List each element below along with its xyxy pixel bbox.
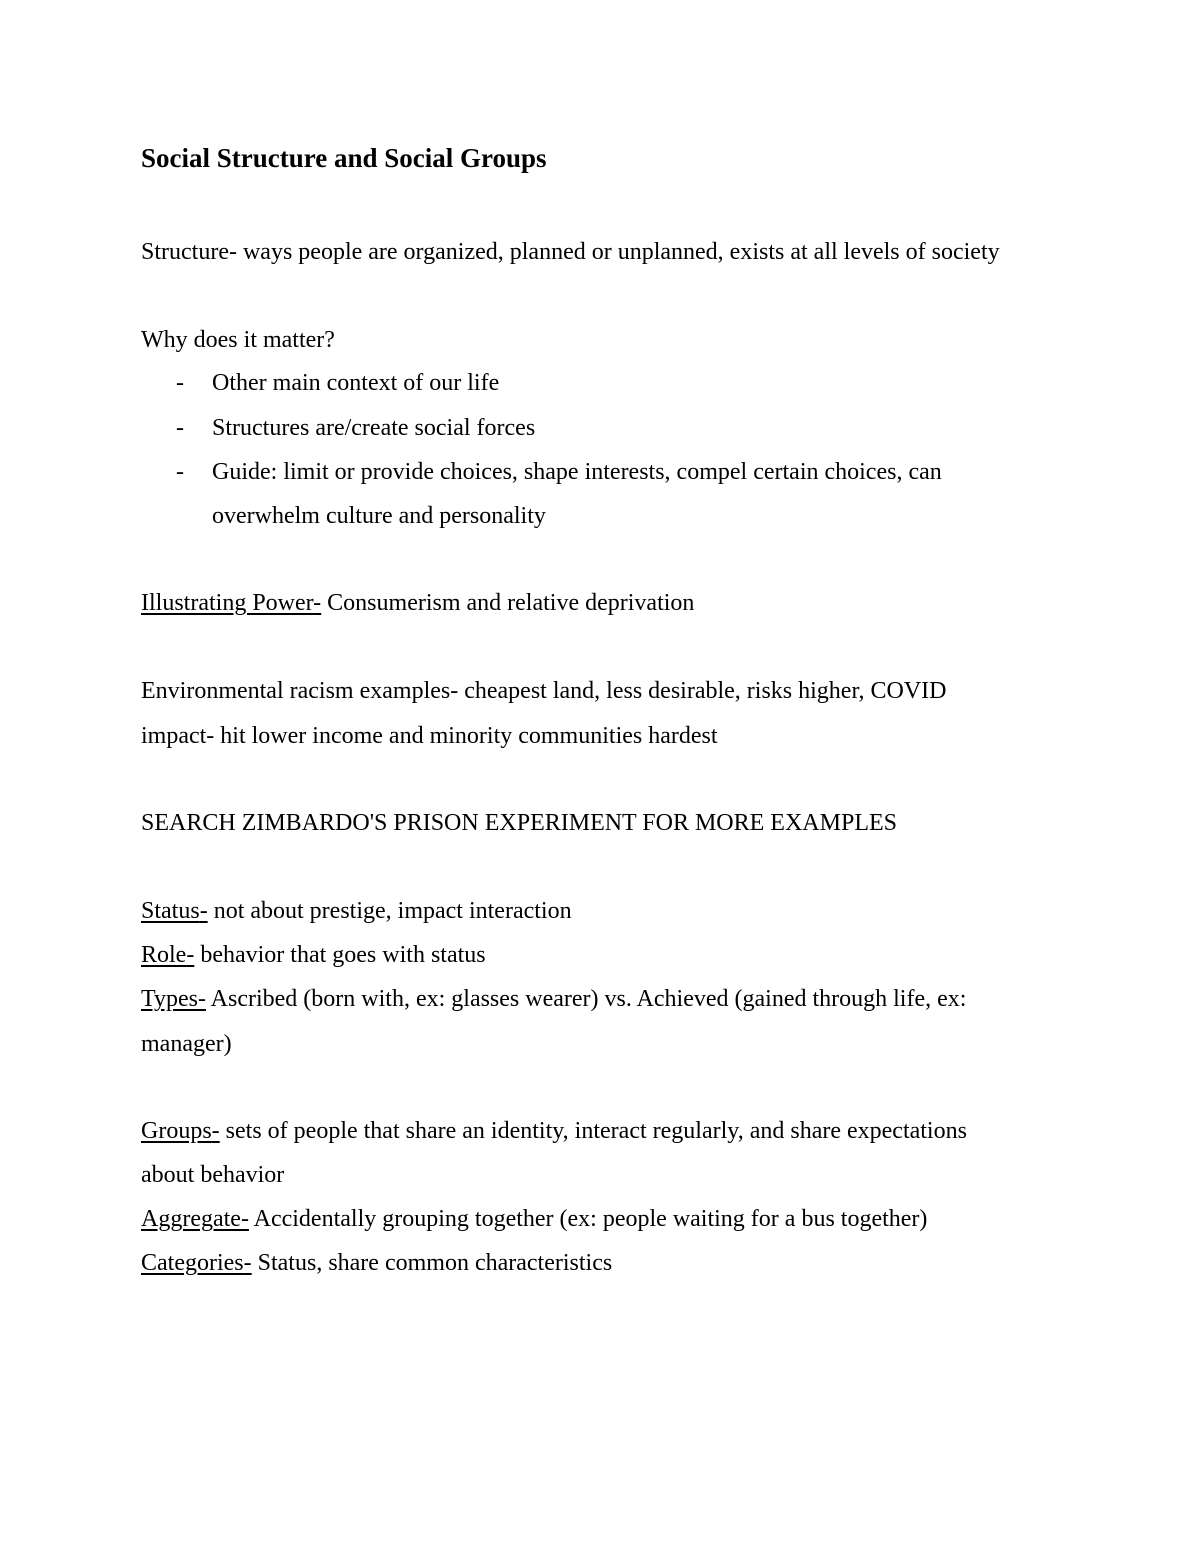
search-note: SEARCH ZIMBARDO'S PRISON EXPERIMENT FOR MORE EXAMPLES	[141, 810, 897, 836]
term-dash: -	[186, 942, 195, 968]
term-definition: Consumerism and relative deprivation	[321, 590, 695, 616]
illustrating-power-line	[141, 588, 694, 618]
role-line	[141, 940, 486, 970]
why-heading: Why does it matter?	[141, 327, 335, 353]
bullet-marker: -	[176, 459, 184, 485]
bullet-marker: -	[176, 415, 184, 441]
types-continuation: manager)	[141, 1031, 232, 1057]
bullet-item-continuation: overwhelm culture and personality	[212, 503, 546, 529]
bullet-item: Guide: limit or provide choices, shape interests, compel certain choices, can	[212, 459, 942, 485]
term-role: Role	[141, 942, 187, 968]
groups-line	[141, 1116, 967, 1146]
aggregate-line	[141, 1204, 927, 1234]
term-illustrating-power: Illustrating Power	[141, 590, 314, 616]
page-title: Social Structure and Social Groups	[141, 143, 547, 173]
term-dash: -	[199, 898, 208, 924]
term-categories: Categories	[141, 1250, 244, 1276]
bullet-item: Other main context of our life	[212, 370, 500, 396]
term-dash: -	[313, 590, 322, 616]
term-dash: -	[197, 986, 206, 1012]
term-definition: behavior that goes with status	[194, 942, 486, 968]
term-status: Status	[141, 898, 200, 924]
bullet-marker: -	[176, 370, 184, 396]
term-definition: Ascribed (born with, ex: glasses wearer) vs. Achieved (gained through life, ex:	[205, 986, 967, 1012]
term-dash: -	[243, 1250, 252, 1276]
term-definition: Accidentally grouping together (ex: people waiting for a bus together)	[248, 1206, 928, 1232]
status-line	[141, 896, 572, 926]
term-groups: Groups	[141, 1118, 212, 1144]
term-definition: Status, share common characteristics	[251, 1250, 613, 1276]
term-dash: -	[240, 1206, 249, 1232]
environmental-racism-line: Environmental racism examples- cheapest land, less desirable, risks higher, COVID	[141, 678, 947, 704]
bullet-item: Structures are/create social forces	[212, 415, 536, 441]
term-definition: sets of people that share an identity, interact regularly, and share expectations	[219, 1118, 967, 1144]
term-definition: not about prestige, impact interaction	[207, 898, 572, 924]
term-aggregate: Aggregate	[141, 1206, 241, 1232]
groups-continuation: about behavior	[141, 1162, 285, 1188]
structure-definition: Structure- ways people are organized, planned or unplanned, exists at all levels of society	[141, 239, 1000, 265]
categories-line	[141, 1248, 612, 1278]
term-dash: -	[211, 1118, 220, 1144]
term-types: Types	[141, 986, 198, 1012]
environmental-racism-continuation: impact- hit lower income and minority communities hardest	[141, 723, 718, 749]
types-line	[141, 984, 966, 1014]
